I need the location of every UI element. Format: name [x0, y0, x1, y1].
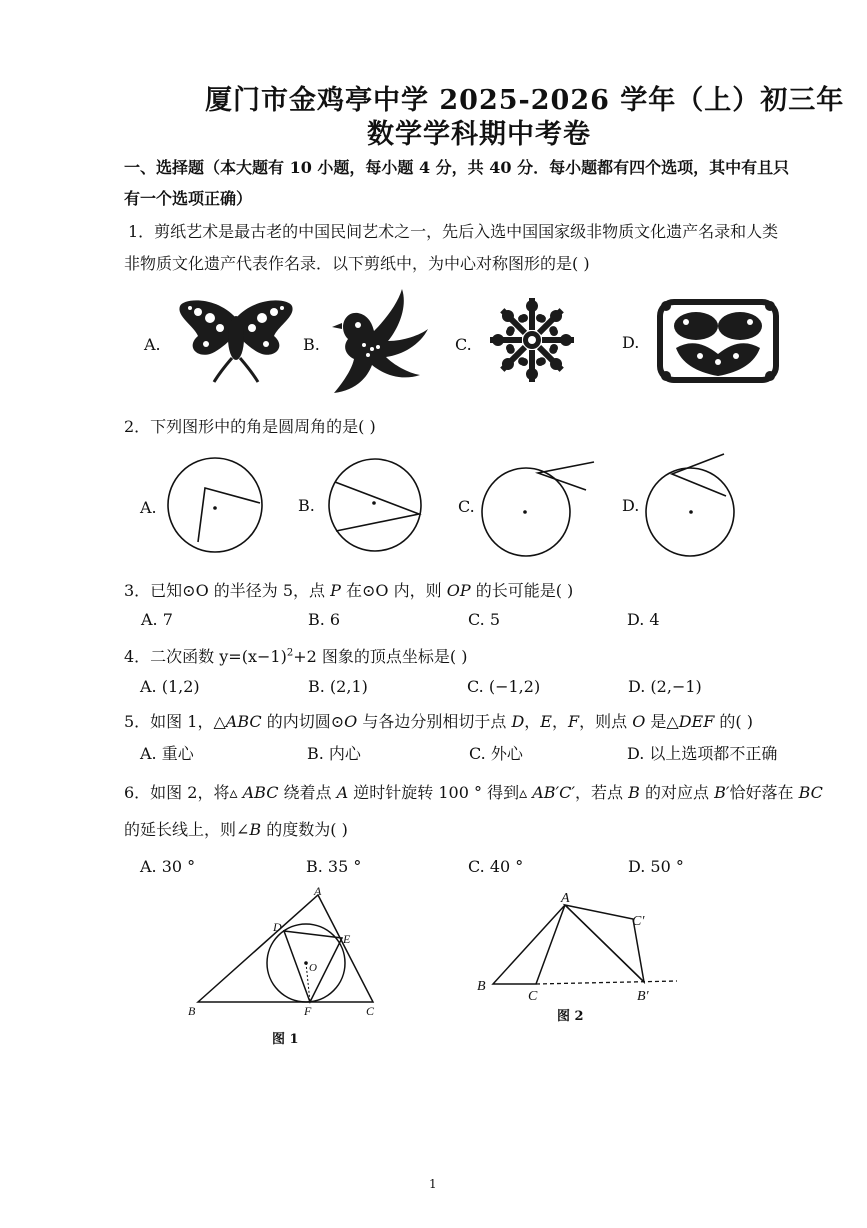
page-number: 1 [429, 1177, 437, 1191]
q1-option-c-label: C. [455, 335, 472, 354]
q1-text-line2: 非物质文化遗产代表作名录．以下剪纸中，为中心对称图形的是( ) [124, 254, 590, 273]
q5-option-c: C. 外心 [469, 744, 523, 763]
page-subtitle: 数学学科期中考卷 [367, 119, 591, 150]
fig2-label-a: A [561, 891, 570, 906]
fig1-label-a: A [314, 884, 322, 898]
q2-figure-b [322, 460, 432, 550]
q3-text: 3．已知⊙O 的半径为 5，点 P 在⊙O 内，则 OP 的长可能是( ) [124, 581, 574, 600]
fish-papercut-image [656, 296, 780, 384]
q4-option-d: D. (2,−1) [628, 677, 702, 696]
q6-option-d: D. 50 ° [628, 857, 684, 876]
fig1-label-b: B [188, 1004, 196, 1018]
q2-option-d-label: D. [622, 496, 640, 515]
q3-option-c: C. 5 [468, 610, 501, 629]
section-heading-cont: 有一个选项正确） [124, 189, 253, 208]
q6-text-line2: 的延长线上，则∠B 的度数为( ) [124, 820, 348, 839]
q1-text-line1: 1．剪纸艺术是最古老的中国民间艺术之一，先后入选中国国家级非物质文化遗产名录和人类 [128, 222, 779, 241]
q2-figure-c [480, 458, 600, 558]
figure-2-rotation [470, 885, 690, 1015]
q4-option-c: C. (−1,2) [467, 677, 541, 696]
q5-option-b: B. 内心 [307, 744, 361, 763]
q2-text: 2．下列图形中的角是圆周角的是( ) [124, 417, 376, 436]
fig2-label-bprime: B′ [637, 989, 649, 1004]
q5-option-a: A. 重心 [140, 744, 194, 763]
fig1-label-f: F [304, 1004, 312, 1018]
q4-text: 4．二次函数 $y=(x-1)^2+2$ 图象的顶点坐标是( ) [124, 647, 468, 666]
figure-1-caption: 图 1 [272, 1032, 299, 1047]
q2-option-c-label: C. [458, 497, 475, 516]
fig1-label-e: E [343, 932, 351, 946]
q6-option-b: B. 35 ° [306, 857, 362, 876]
fig2-label-b: B [477, 979, 486, 994]
q5-text: 5．如图 1，△ABC 的内切圆⊙O 与各边分别相切于点 D，E，F，则点 O 是△DEF 的( ) [124, 712, 753, 731]
figure-2-caption: 图 2 [557, 1009, 584, 1024]
q2-option-a-label: A. [140, 498, 157, 517]
swallow-papercut-image [328, 289, 430, 393]
q5-option-d: D. 以上选项都不正确 [627, 744, 778, 763]
q2-figure-a [160, 460, 270, 550]
q6-option-a: A. 30 ° [140, 857, 196, 876]
q1-option-b-label: B. [303, 335, 320, 354]
q4-option-a: A. (1,2) [140, 677, 200, 696]
q1-option-a-label: A. [144, 335, 161, 354]
q2-figure-d [646, 450, 756, 560]
q2-option-b-label: B. [298, 496, 315, 515]
q3-option-d: D. 4 [627, 610, 660, 629]
page-title: 厦门市金鸡亭中学 2025-2026 学年（上）初三年 [205, 85, 845, 116]
fig1-label-c: C [366, 1004, 375, 1018]
q3-option-b: B. 6 [308, 610, 341, 629]
fig1-label-o: O [309, 962, 317, 974]
butterfly-papercut-image [176, 296, 296, 382]
q4-option-b: B. (2,1) [308, 677, 368, 696]
q6-option-c: C. 40 ° [468, 857, 524, 876]
figure-1-incircle [180, 885, 390, 1045]
section-heading: 一、选择题（本大题有 10 小题，每小题 4 分，共 40 分．每小题都有四个选项，其中有且只 [124, 158, 790, 177]
q1-option-d-label: D. [622, 333, 640, 352]
fig1-label-d: D [273, 920, 282, 934]
snowflake-papercut-image [480, 298, 584, 382]
fig2-label-c: C [528, 989, 538, 1004]
q6-text-line1: 6．如图 2，将▵ ABC 绕着点 A 逆时针旋转 100 ° 得到▵ AB′C′，若点 B 的对应点 B′恰好落在 BC [124, 783, 823, 802]
fig2-label-cprime: C′ [632, 914, 645, 929]
q3-option-a: A. 7 [141, 610, 173, 629]
